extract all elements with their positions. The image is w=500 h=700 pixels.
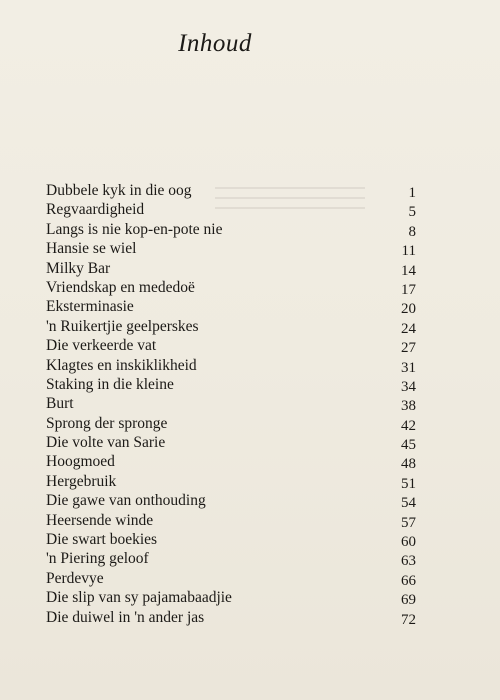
- toc-entry-page-number: 14: [401, 262, 416, 279]
- toc-entry: [46, 588, 416, 607]
- toc-entry-page-number: 48: [401, 456, 416, 473]
- toc-entry-page-number: 42: [401, 417, 416, 434]
- toc-entry-page-number: 17: [401, 281, 416, 298]
- toc-entry-title: Die volte van Sarie: [46, 434, 166, 452]
- toc-entry-title: Milky Bar: [46, 259, 111, 277]
- toc-entry: [46, 608, 416, 627]
- toc-entry: [46, 433, 416, 452]
- toc-entry-title: Burt: [46, 395, 74, 413]
- toc-entry: [46, 200, 416, 219]
- toc-entry-title: Klagtes en inskiklikheid: [46, 356, 197, 374]
- toc-entry-title: 'n Piering geloof: [46, 550, 149, 568]
- toc-entry: [46, 317, 416, 336]
- toc-entry: [46, 549, 416, 568]
- toc-entry: [46, 181, 416, 200]
- toc-entry-page-number: 27: [401, 340, 416, 357]
- toc-entry-title: Die swart boekies: [46, 531, 158, 549]
- toc-entry-page-number: 51: [401, 475, 416, 492]
- toc-entry-title: Dubbele kyk in die oog: [46, 182, 192, 199]
- toc-entry-page-number: 60: [401, 534, 416, 551]
- toc-entry: [46, 278, 416, 297]
- toc-entry: [46, 375, 416, 394]
- toc-entry-title: Regvaardigheid: [46, 201, 145, 219]
- page-title: Inhoud: [178, 30, 252, 57]
- toc-entry-page-number: 8: [408, 223, 416, 240]
- toc-entry-page-number: 24: [401, 320, 416, 337]
- toc-entry-page-number: 66: [401, 572, 416, 589]
- toc-entry-page-number: 45: [401, 437, 416, 454]
- toc-entry: [46, 394, 416, 413]
- toc-entry-page-number: 72: [401, 611, 416, 628]
- toc-entry-title: Hergebruik: [46, 472, 117, 490]
- toc-entry-title: Hansie se wiel: [46, 240, 137, 258]
- toc-entry-page-number: 34: [401, 378, 416, 395]
- toc-entry: [46, 569, 416, 588]
- toc-entry: [46, 336, 416, 355]
- toc-entry-title: Hoogmoed: [46, 453, 115, 471]
- toc-entry-page-number: 11: [401, 243, 416, 260]
- toc-entry-title: Die slip van sy pajamabaadjie: [46, 589, 232, 607]
- table-of-contents: [46, 181, 416, 627]
- toc-entry: [46, 452, 416, 471]
- toc-entry-page-number: 54: [401, 495, 416, 512]
- toc-entry-title: Heersende winde: [46, 511, 154, 529]
- toc-entry: [46, 356, 416, 375]
- toc-entry: [46, 511, 416, 530]
- toc-entry: [46, 297, 416, 316]
- toc-entry-page-number: 69: [401, 592, 416, 609]
- toc-entry-page-number: 63: [401, 553, 416, 570]
- toc-entry-page-number: 31: [401, 359, 416, 376]
- toc-entry-title: Die gawe van onthouding: [46, 492, 206, 510]
- toc-entry-title: Die duiwel in 'n ander jas: [46, 608, 205, 626]
- toc-entry-title: Die verkeerde vat: [46, 337, 157, 355]
- toc-entry-title: Eksterminasie: [46, 298, 134, 316]
- toc-entry: [46, 472, 416, 491]
- toc-entry: [46, 259, 416, 278]
- toc-entry: [46, 220, 416, 239]
- toc-entry-title: Staking in die kleine: [46, 375, 174, 393]
- toc-entry-title: Perdevye: [46, 569, 104, 587]
- toc-entry: [46, 239, 416, 258]
- toc-entry-title: Langs is nie kop-en-pote nie: [46, 220, 223, 238]
- toc-entry: [46, 414, 416, 433]
- toc-entry-page-number: 5: [408, 204, 416, 221]
- toc-entry: [46, 530, 416, 549]
- toc-entry-title: Sprong der spronge: [46, 414, 168, 432]
- toc-entry-page-number: 57: [401, 514, 416, 531]
- toc-entry-page-number: 1: [408, 185, 416, 201]
- toc-entry-title: 'n Ruikertjie geelperskes: [46, 317, 199, 335]
- toc-entry-page-number: 38: [401, 398, 416, 415]
- toc-entry: [46, 491, 416, 510]
- toc-entry-page-number: 20: [401, 301, 416, 318]
- toc-entry-title: Vriendskap en mededoë: [46, 278, 195, 296]
